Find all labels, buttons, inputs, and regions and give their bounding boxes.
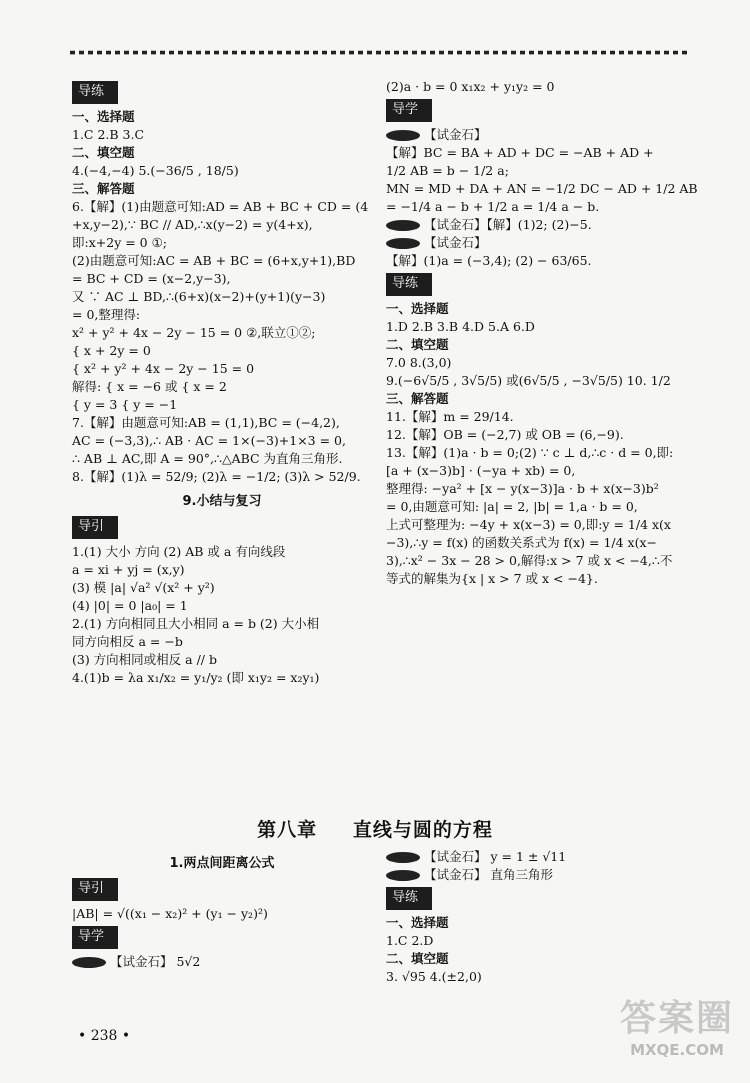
trial-text: 【试金石】【解】(1)2; (2)−5. xyxy=(424,217,592,232)
text-line: (2)由题意可知:AC = AB + BC = (6+x,y+1),BD xyxy=(72,253,356,268)
text-line: −3),∴y = f(x) 的函数关系式为 f(x) = 1/4 x(x− xyxy=(386,535,657,550)
chapter-title xyxy=(0,815,750,842)
trial-item xyxy=(386,866,691,884)
trial-item xyxy=(386,848,691,866)
section-tag: 导练 xyxy=(386,887,432,910)
text-line: (3) 方向相同或相反 a // b xyxy=(72,652,217,667)
trial-text: 【试金石】 xyxy=(424,235,487,250)
text-line: 1.C 2.B 3.C xyxy=(72,127,145,142)
text-line: (4) |0| = 0 |a₀| = 1 xyxy=(72,598,188,613)
text-line: MN = MD + DA + AN = −1/2 DC − AD + 1/2 AB xyxy=(386,181,698,196)
text-line: = −1/4 a − b + 1/2 a = 1/4 a − b. xyxy=(386,199,600,214)
text-line: 9.(−6√5/5 , 3√5/5) 或(6√5/5 , −3√5/5) 10. 1/2 xyxy=(386,373,671,388)
section-heading: 二、填空题 xyxy=(386,337,449,352)
text-line: 【解】BC = BA + AD + DC = −AB + AD + xyxy=(386,145,654,160)
watermark-text-bottom: MXQE.COM xyxy=(630,1041,724,1059)
trial-item xyxy=(386,234,691,252)
text-line: ∴ AB ⊥ AC,即 A = 90°,∴△ABC 为直角三角形. xyxy=(72,451,343,466)
subsection-title: 9.小结与复习 xyxy=(182,494,262,509)
watermark-logo xyxy=(612,997,742,1077)
text-line: [a + (x−3)b] · (−ya + xb) = 0, xyxy=(386,463,576,478)
decorative-border xyxy=(70,46,690,58)
text-line: 7.【解】由题意可知:AB = (1,1),BC = (−4,2), xyxy=(72,415,340,430)
trial-item xyxy=(72,953,372,971)
text-line: 等式的解集为{x | x > 7 或 x < −4}. xyxy=(386,571,598,586)
text-line: { y = 3 { y = −1 xyxy=(72,397,178,412)
text-line: 整理得: −ya² + [x − y(x−3)]a · b + x(x−3)b² xyxy=(386,481,659,496)
section-heading: 二、填空题 xyxy=(72,145,135,160)
section-tag-row xyxy=(72,875,372,905)
text-line: 13.【解】(1)a · b = 0;(2) ∵ c ⊥ d,∴c · d = 0,即: xyxy=(386,445,674,460)
text-line: 1/2 AB = b − 1/2 a; xyxy=(386,163,509,178)
section-tag-row xyxy=(386,884,691,914)
trial-text: 【试金石】 y = 1 ± √11 xyxy=(424,849,567,864)
text-line: a = xi + yj = (x,y) xyxy=(72,562,185,577)
text-line: 【解】(1)a = (−3,4); (2) − 63/65. xyxy=(386,253,592,268)
section-heading: 一、选择题 xyxy=(386,915,449,930)
text-line: 4.(1)b = λa x₁/x₂ = y₁/y₂ (即 x₁y₂ = x₂y₁) xyxy=(72,670,320,685)
section-heading: 一、选择题 xyxy=(386,301,449,316)
text-line: 又 ∵ AC ⊥ BD,∴(6+x)(x−2)+(y+1)(y−3) xyxy=(72,289,326,304)
watermark-text-top: 答案圈 xyxy=(619,998,734,1039)
text-line: +x,y−2),∵ BC // AD,∴x(y−2) = y(4+x), xyxy=(72,217,313,232)
section-tag-row xyxy=(386,96,691,126)
trial-badge-icon xyxy=(72,957,106,968)
chapter-name: 直线与圆的方程 xyxy=(352,819,493,841)
trial-badge-icon xyxy=(386,852,420,863)
text-line: 3. √95 4.(±2,0) xyxy=(386,969,482,984)
trial-item xyxy=(386,216,691,234)
section-tag: 导引 xyxy=(72,516,118,539)
section-tag-row xyxy=(72,513,372,543)
trial-item xyxy=(386,126,691,144)
section-tag: 导引 xyxy=(72,878,118,901)
text-line: |AB| = √((x₁ − x₂)² + (y₁ − y₂)²) xyxy=(72,906,268,921)
text-line: 4.(−4,−4) 5.(−36/5 , 18/5) xyxy=(72,163,239,178)
text-line: { x² + y² + 4x − 2y − 15 = 0 xyxy=(72,361,255,376)
text-line: = BC + CD = (x−2,y−3), xyxy=(72,271,231,286)
trial-badge-icon xyxy=(386,238,420,249)
text-line: 解得: { x = −6 或 { x = 2 xyxy=(72,379,227,394)
text-line: 1.C 2.D xyxy=(386,933,434,948)
left-column xyxy=(72,78,372,687)
trial-badge-icon xyxy=(386,220,420,231)
section-tag-row xyxy=(386,270,691,300)
trial-text: 【试金石】 5√2 xyxy=(110,954,201,969)
chapter-number: 第八章 xyxy=(257,819,318,841)
text-line: x² + y² + 4x − 2y − 15 = 0 ②,联立①②; xyxy=(72,325,316,340)
bottom-right-column xyxy=(386,848,691,986)
section-tag-row xyxy=(72,923,372,953)
trial-text: 【试金石】 xyxy=(424,127,487,142)
text-line: 6.【解】(1)由题意可知:AD = AB + BC + CD = (4 xyxy=(72,199,369,214)
section-heading: 三、解答题 xyxy=(72,181,135,196)
text-line: 11.【解】m = 29/14. xyxy=(386,409,514,424)
text-line: { x + 2y = 0 xyxy=(72,343,151,358)
text-line: = 0,整理得: xyxy=(72,307,141,322)
trial-badge-icon xyxy=(386,130,420,141)
section-heading: 三、解答题 xyxy=(386,391,449,406)
subsection-title: 1.两点间距离公式 xyxy=(169,856,275,871)
text-line: 1.D 2.B 3.B 4.D 5.A 6.D xyxy=(386,319,535,334)
section-heading: 二、填空题 xyxy=(386,951,449,966)
text-line: (3) 模 |a| √a² √(x² + y²) xyxy=(72,580,215,595)
trial-badge-icon xyxy=(386,870,420,881)
section-tag: 导学 xyxy=(386,99,432,122)
text-line: 2.(1) 方向相同且大小相同 a = b (2) 大小相 xyxy=(72,616,320,631)
page-number: • 238 • xyxy=(78,1028,131,1044)
section-tag: 导练 xyxy=(386,273,432,296)
bottom-left-column xyxy=(72,848,372,971)
text-line: 12.【解】OB = (−2,7) 或 OB = (6,−9). xyxy=(386,427,624,442)
text-line: 3),∴x² − 3x − 28 > 0,解得:x > 7 或 x < −4,∴不 xyxy=(386,553,673,568)
right-column xyxy=(386,78,698,588)
text-line: = 0,由题意可知: |a| = 2, |b| = 1,a · b = 0, xyxy=(386,499,638,514)
section-tag: 导学 xyxy=(72,926,118,949)
section-tag-row xyxy=(72,78,372,108)
text-line: 8.【解】(1)λ = 52/9; (2)λ = −1/2; (3)λ > 52/9. xyxy=(72,469,361,484)
text-line: 即:x+2y = 0 ①; xyxy=(72,235,168,250)
text-line: 上式可整理为: −4y + x(x−3) = 0,即:y = 1/4 x(x xyxy=(386,517,671,532)
text-line: 7.0 8.(3,0) xyxy=(386,355,452,370)
trial-text: 【试金石】 直角三角形 xyxy=(424,867,553,882)
text-line: 同方向相反 a = −b xyxy=(72,634,183,649)
text-line: AC = (−3,3),∴ AB · AC = 1×(−3)+1×3 = 0, xyxy=(72,433,346,448)
section-heading: 一、选择题 xyxy=(72,109,135,124)
text-line: 1.(1) 大小 方向 (2) AB 或 a 有向线段 xyxy=(72,544,286,559)
text-line: (2)a · b = 0 x₁x₂ + y₁y₂ = 0 xyxy=(386,79,555,94)
section-tag: 导练 xyxy=(72,81,118,104)
